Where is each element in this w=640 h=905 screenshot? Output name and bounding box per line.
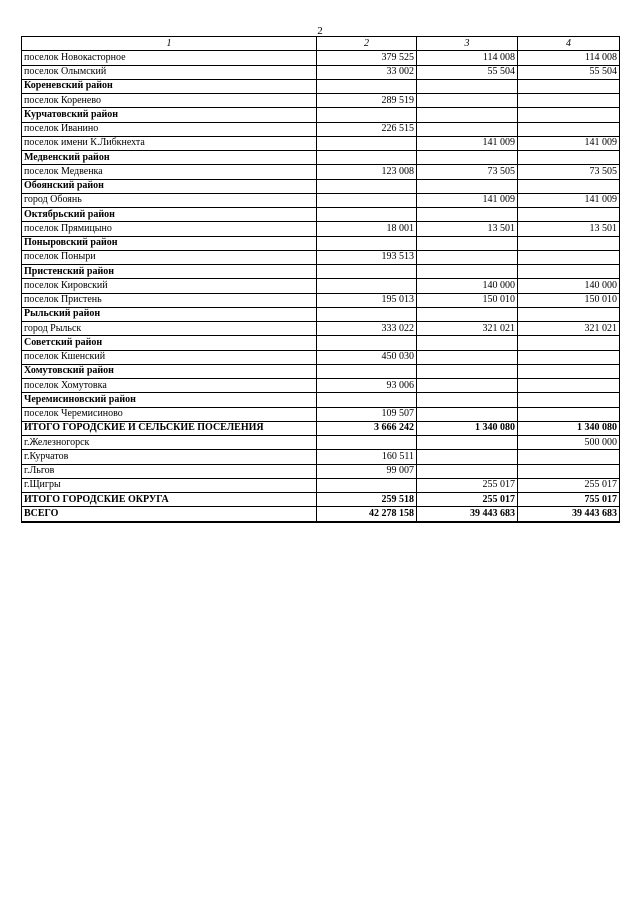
name-cell: Обоянский район [22, 179, 317, 193]
column-3-value: 141 009 [417, 136, 518, 150]
district-header-row [22, 179, 620, 193]
column-2-value [317, 193, 417, 207]
column-2-value [317, 151, 417, 165]
column-3-value [417, 94, 518, 108]
table-row [22, 51, 620, 65]
column-2-value: 193 513 [317, 250, 417, 264]
table-row [22, 293, 620, 307]
column-2-value [317, 478, 417, 492]
table-row [22, 464, 620, 478]
table-row [22, 478, 620, 492]
column-4-value: 500 000 [518, 436, 620, 450]
column-4-value [518, 336, 620, 350]
column-4-value [518, 151, 620, 165]
name-cell: г.Льгов [22, 464, 317, 478]
column-header-1: 1 [22, 37, 317, 51]
column-2-value: 379 525 [317, 51, 417, 65]
name-cell: город Рыльск [22, 322, 317, 336]
column-2-value: 160 511 [317, 450, 417, 464]
name-cell: Медвенский район [22, 151, 317, 165]
column-header-2: 2 [317, 37, 417, 51]
table-row [22, 122, 620, 136]
column-2-value [317, 436, 417, 450]
table-row [22, 436, 620, 450]
name-cell: г.Железногорск [22, 436, 317, 450]
column-3-value [417, 364, 518, 378]
column-4-value: 39 443 683 [518, 507, 620, 522]
column-3-value [417, 336, 518, 350]
column-2-value [317, 179, 417, 193]
column-3-value [417, 79, 518, 93]
table-row [22, 136, 620, 150]
table-row [22, 407, 620, 421]
column-3-value: 255 017 [417, 478, 518, 492]
column-4-value [518, 265, 620, 279]
district-header-row [22, 336, 620, 350]
column-4-value: 255 017 [518, 478, 620, 492]
column-3-value [417, 265, 518, 279]
column-3-value [417, 208, 518, 222]
column-3-value [417, 179, 518, 193]
column-3-value: 140 000 [417, 279, 518, 293]
district-header-row [22, 236, 620, 250]
column-3-value [417, 436, 518, 450]
column-2-value [317, 108, 417, 122]
column-4-value [518, 108, 620, 122]
column-4-value [518, 122, 620, 136]
name-cell: поселок Кировский [22, 279, 317, 293]
name-cell: город Обоянь [22, 193, 317, 207]
name-cell: Поныровский район [22, 236, 317, 250]
column-2-value: 99 007 [317, 464, 417, 478]
total-row [22, 507, 620, 522]
district-header-row [22, 108, 620, 122]
column-2-value [317, 208, 417, 222]
column-3-value [417, 350, 518, 364]
column-4-value: 141 009 [518, 136, 620, 150]
name-cell: Октябрьский район [22, 208, 317, 222]
table-row [22, 322, 620, 336]
column-3-value [417, 250, 518, 264]
column-3-value: 255 017 [417, 493, 518, 507]
column-4-value [518, 350, 620, 364]
district-header-row [22, 79, 620, 93]
column-4-value [518, 379, 620, 393]
column-3-value [417, 407, 518, 421]
name-cell: поселок Иванино [22, 122, 317, 136]
name-cell: г.Курчатов [22, 450, 317, 464]
column-4-value: 13 501 [518, 222, 620, 236]
district-header-row [22, 208, 620, 222]
column-2-value: 18 001 [317, 222, 417, 236]
name-cell: Черемисиновский район [22, 393, 317, 407]
column-3-value [417, 393, 518, 407]
table-body [22, 51, 620, 522]
district-header-row [22, 364, 620, 378]
column-2-value [317, 265, 417, 279]
district-header-row [22, 307, 620, 321]
column-4-value [518, 407, 620, 421]
column-3-value: 13 501 [417, 222, 518, 236]
table-row [22, 94, 620, 108]
column-2-value: 333 022 [317, 322, 417, 336]
column-4-value [518, 250, 620, 264]
column-3-value: 55 504 [417, 65, 518, 79]
name-cell: поселок Пристень [22, 293, 317, 307]
column-4-value: 114 008 [518, 51, 620, 65]
table-row [22, 222, 620, 236]
column-2-value [317, 79, 417, 93]
column-2-value [317, 336, 417, 350]
column-4-value [518, 79, 620, 93]
column-header-4: 4 [518, 37, 620, 51]
column-3-value [417, 151, 518, 165]
name-cell: поселок Медвенка [22, 165, 317, 179]
name-cell: поселок Прямицыно [22, 222, 317, 236]
name-cell: ИТОГО ГОРОДСКИЕ И СЕЛЬСКИЕ ПОСЕЛЕНИЯ [22, 421, 317, 435]
column-2-value: 450 030 [317, 350, 417, 364]
column-2-value: 42 278 158 [317, 507, 417, 522]
district-header-row [22, 265, 620, 279]
column-3-value [417, 379, 518, 393]
table-row [22, 350, 620, 364]
column-2-value: 195 013 [317, 293, 417, 307]
column-2-value: 226 515 [317, 122, 417, 136]
column-2-value [317, 136, 417, 150]
table-header-row [22, 37, 620, 51]
table-row [22, 65, 620, 79]
column-4-value: 141 009 [518, 193, 620, 207]
column-3-value: 150 010 [417, 293, 518, 307]
name-cell: поселок Коренево [22, 94, 317, 108]
column-4-value [518, 307, 620, 321]
column-3-value [417, 450, 518, 464]
column-4-value [518, 450, 620, 464]
table-row [22, 379, 620, 393]
column-4-value: 321 021 [518, 322, 620, 336]
name-cell: Пристенский район [22, 265, 317, 279]
column-2-value: 289 519 [317, 94, 417, 108]
name-cell: поселок Кшенский [22, 350, 317, 364]
district-header-row [22, 151, 620, 165]
total-row [22, 421, 620, 435]
name-cell: г.Щигры [22, 478, 317, 492]
column-4-value [518, 364, 620, 378]
column-2-value [317, 364, 417, 378]
column-2-value [317, 307, 417, 321]
table-row [22, 279, 620, 293]
budget-table [21, 36, 620, 523]
column-4-value: 1 340 080 [518, 421, 620, 435]
column-4-value: 73 505 [518, 165, 620, 179]
table-row [22, 450, 620, 464]
page-number: 2 [317, 25, 323, 37]
column-2-value: 259 518 [317, 493, 417, 507]
column-3-value: 39 443 683 [417, 507, 518, 522]
column-4-value [518, 393, 620, 407]
column-3-value: 114 008 [417, 51, 518, 65]
column-4-value: 55 504 [518, 65, 620, 79]
name-cell: Курчатовский район [22, 108, 317, 122]
column-3-value: 141 009 [417, 193, 518, 207]
name-cell: ВСЕГО [22, 507, 317, 522]
column-4-value [518, 464, 620, 478]
column-2-value [317, 236, 417, 250]
name-cell: Хомутовский район [22, 364, 317, 378]
column-3-value [417, 307, 518, 321]
column-3-value: 73 505 [417, 165, 518, 179]
column-header-3: 3 [417, 37, 518, 51]
name-cell: поселок Поныри [22, 250, 317, 264]
column-3-value [417, 464, 518, 478]
column-4-value [518, 208, 620, 222]
column-4-value: 755 017 [518, 493, 620, 507]
name-cell: поселок Черемисиново [22, 407, 317, 421]
name-cell: поселок Олымский [22, 65, 317, 79]
column-2-value [317, 279, 417, 293]
name-cell: Советский район [22, 336, 317, 350]
name-cell: поселок Новокасторное [22, 51, 317, 65]
column-2-value: 93 006 [317, 379, 417, 393]
table-row [22, 193, 620, 207]
name-cell: поселок имени К.Либкнехта [22, 136, 317, 150]
table-row [22, 250, 620, 264]
column-4-value [518, 179, 620, 193]
column-3-value [417, 236, 518, 250]
column-2-value: 3 666 242 [317, 421, 417, 435]
column-4-value: 140 000 [518, 279, 620, 293]
district-header-row [22, 393, 620, 407]
column-2-value [317, 393, 417, 407]
column-3-value [417, 122, 518, 136]
column-3-value: 1 340 080 [417, 421, 518, 435]
column-2-value: 109 507 [317, 407, 417, 421]
column-4-value [518, 236, 620, 250]
table-row [22, 165, 620, 179]
column-4-value: 150 010 [518, 293, 620, 307]
column-3-value: 321 021 [417, 322, 518, 336]
total-row [22, 493, 620, 507]
name-cell: Кореневский район [22, 79, 317, 93]
name-cell: Рыльский район [22, 307, 317, 321]
column-2-value: 33 002 [317, 65, 417, 79]
name-cell: ИТОГО ГОРОДСКИЕ ОКРУГА [22, 493, 317, 507]
column-3-value [417, 108, 518, 122]
name-cell: поселок Хомутовка [22, 379, 317, 393]
column-2-value: 123 008 [317, 165, 417, 179]
column-4-value [518, 94, 620, 108]
